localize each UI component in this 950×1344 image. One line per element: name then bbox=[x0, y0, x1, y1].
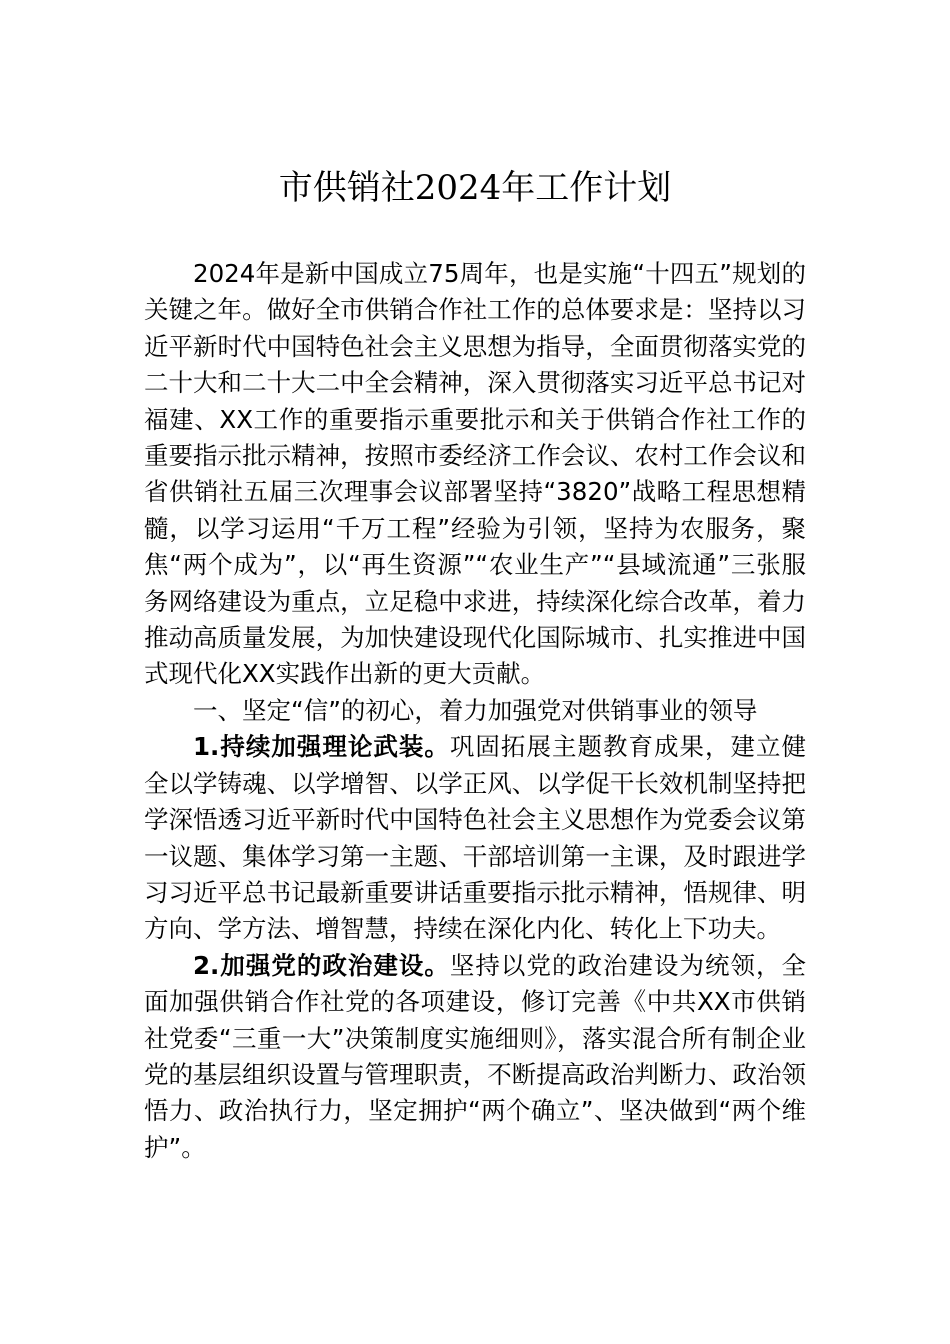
item-lead-2: 2.加强党的政治建设。 bbox=[193, 950, 450, 980]
item-paragraph-1 bbox=[144, 729, 806, 947]
document-title: 市供销社2024年工作计划 bbox=[278, 168, 672, 208]
item-text-2: 坚持以党的政治建设为统领，全面加强供销合作社党的各项建设，修订完善《中共XX市供销社党委“三重一大”决策制度实施细则》，落实混合所有制企业党的基层组织设置与管理职责，不断提高政治判断力、政治领悟力、政治执行力，坚定拥护“两个确立”、坚决做到“两个维护”。 bbox=[144, 950, 806, 1162]
document-body bbox=[144, 256, 806, 1166]
item-lead-1: 1.持续加强理论武装。 bbox=[193, 732, 450, 762]
item-paragraph-2 bbox=[144, 948, 806, 1166]
item-text-1: 巩固拓展主题教育成果，建立健全以学铸魂、以学增智、以学正风、以学促干长效机制坚持把学深悟透习近平新时代中国特色社会主义思想作为党委会议第一议题、集体学习第一主题、干部培训第一主课，及时跟进学习习近平总书记最新重要讲话重要指示批示精神，悟规律、明方向、学方法、增智慧，持续在深化内化、转化上下功夫。 bbox=[144, 732, 806, 944]
intro-paragraph: 2024年是新中国成立75周年，也是实施“十四五”规划的关键之年。做好全市供销合作社工作的总体要求是：坚持以习近平新时代中国特色社会主义思想为指导，全面贯彻落实党的二十大和二十大二中全会精神，深入贯彻落实习近平总书记对福建、XX工作的重要指示重要批示和关于供销合作社工作的重要指示批示精神，按照市委经济工作会议、农村工作会议和省供销社五届三次理事会议部署坚持“3820”战略工程思想精髓，以学习运用“千万工程”经验为引领，坚持为农服务，聚焦“两个成为”，以“再生资源”“农业生产”“县域流通”三张服务网络建设为重点，立足稳中求进，持续深化综合改革，着力推动高质量发展，为加快建设现代化国际城市、扎实推进中国式现代化XX实践作出新的更大贡献。 bbox=[144, 259, 806, 689]
section-heading-1: 一、坚定“信”的初心，着力加强党对供销事业的领导 bbox=[193, 695, 758, 725]
